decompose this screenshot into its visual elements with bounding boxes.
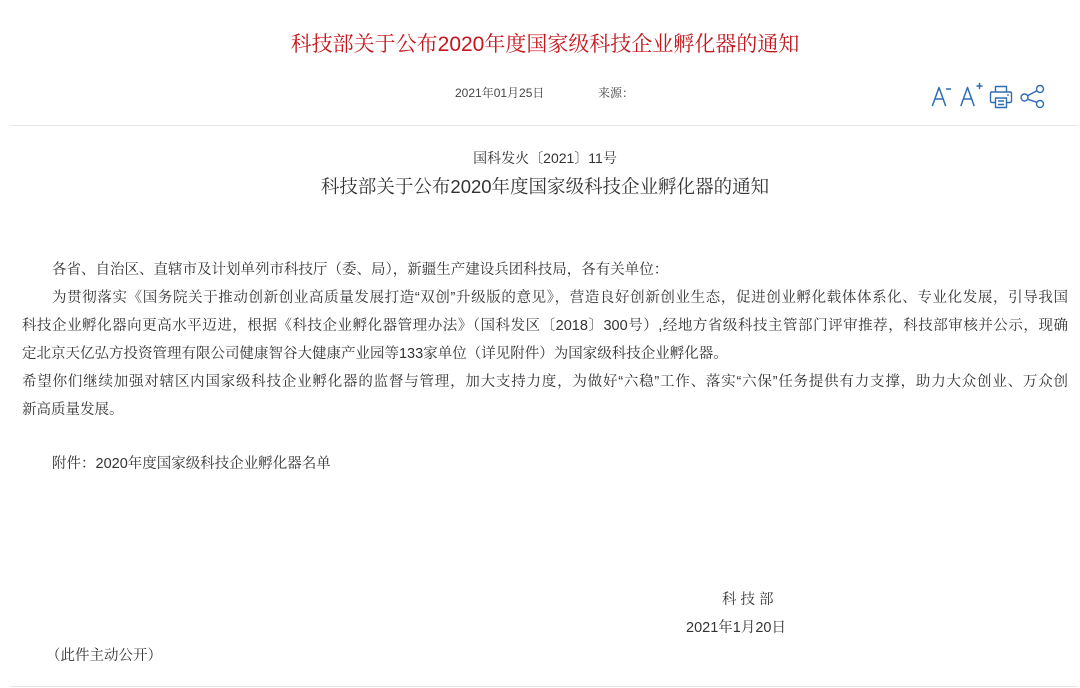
paragraph-line: 希望你们继续加强对辖区内国家级科技企业孵化器的监督与管理，加大支持力度，为做好“六稳”工作、落实“六保”任务提供有力支撑，助力大众创业、万众创	[22, 374, 1068, 390]
disclosure-note: （此件主动公开）	[46, 648, 162, 664]
paragraph-line: 科技企业孵化器向更高水平迈进，根据《科技企业孵化器管理办法》（国科发区〔2018〕300号）,经地方省级科技主管部门评审推荐，科技部审核并公示，现确	[22, 318, 1068, 334]
footer-divider	[10, 686, 1078, 687]
signed-date: 2021年1月20日	[686, 620, 786, 636]
document-title: 科技部关于公布2020年度国家级科技企业孵化器的通知	[320, 176, 770, 197]
printer-icon[interactable]	[989, 85, 1013, 109]
article-title: 科技部关于公布2020年度国家级科技企业孵化器的通知	[290, 33, 800, 56]
document-number: 国科发火〔2021〕11号	[473, 150, 617, 166]
paragraph-line: 定北京天亿弘方投资管理有限公司健康智谷大健康产业园等133家单位（详见附件）为国家级科技企业孵化器。	[22, 346, 728, 362]
paragraph-line: 新高质量发展。	[22, 402, 124, 418]
attachment-line: 附件：2020年度国家级科技企业孵化器名单	[52, 456, 331, 472]
publish-date: 2021年01月25日	[455, 86, 545, 100]
header-divider	[10, 125, 1078, 126]
notice-body	[22, 256, 1068, 478]
font-increase-icon[interactable]	[958, 82, 984, 108]
font-decrease-icon[interactable]	[930, 84, 952, 108]
source-label: 来源：	[598, 86, 635, 100]
signatory: 科 技 部	[722, 592, 774, 608]
salutation: 各省、自治区、直辖市及计划单列市科技厅（委、局），新疆生产建设兵团科技局，各有关单位：	[52, 262, 669, 278]
share-icon[interactable]	[1019, 84, 1046, 109]
paragraph-line: 为贯彻落实《国务院关于推动创新创业高质量发展打造“双创”升级版的意见》，营造良好创新创业生态，促进创业孵化载体体系化、专业化发展，引导我国	[52, 290, 1068, 306]
